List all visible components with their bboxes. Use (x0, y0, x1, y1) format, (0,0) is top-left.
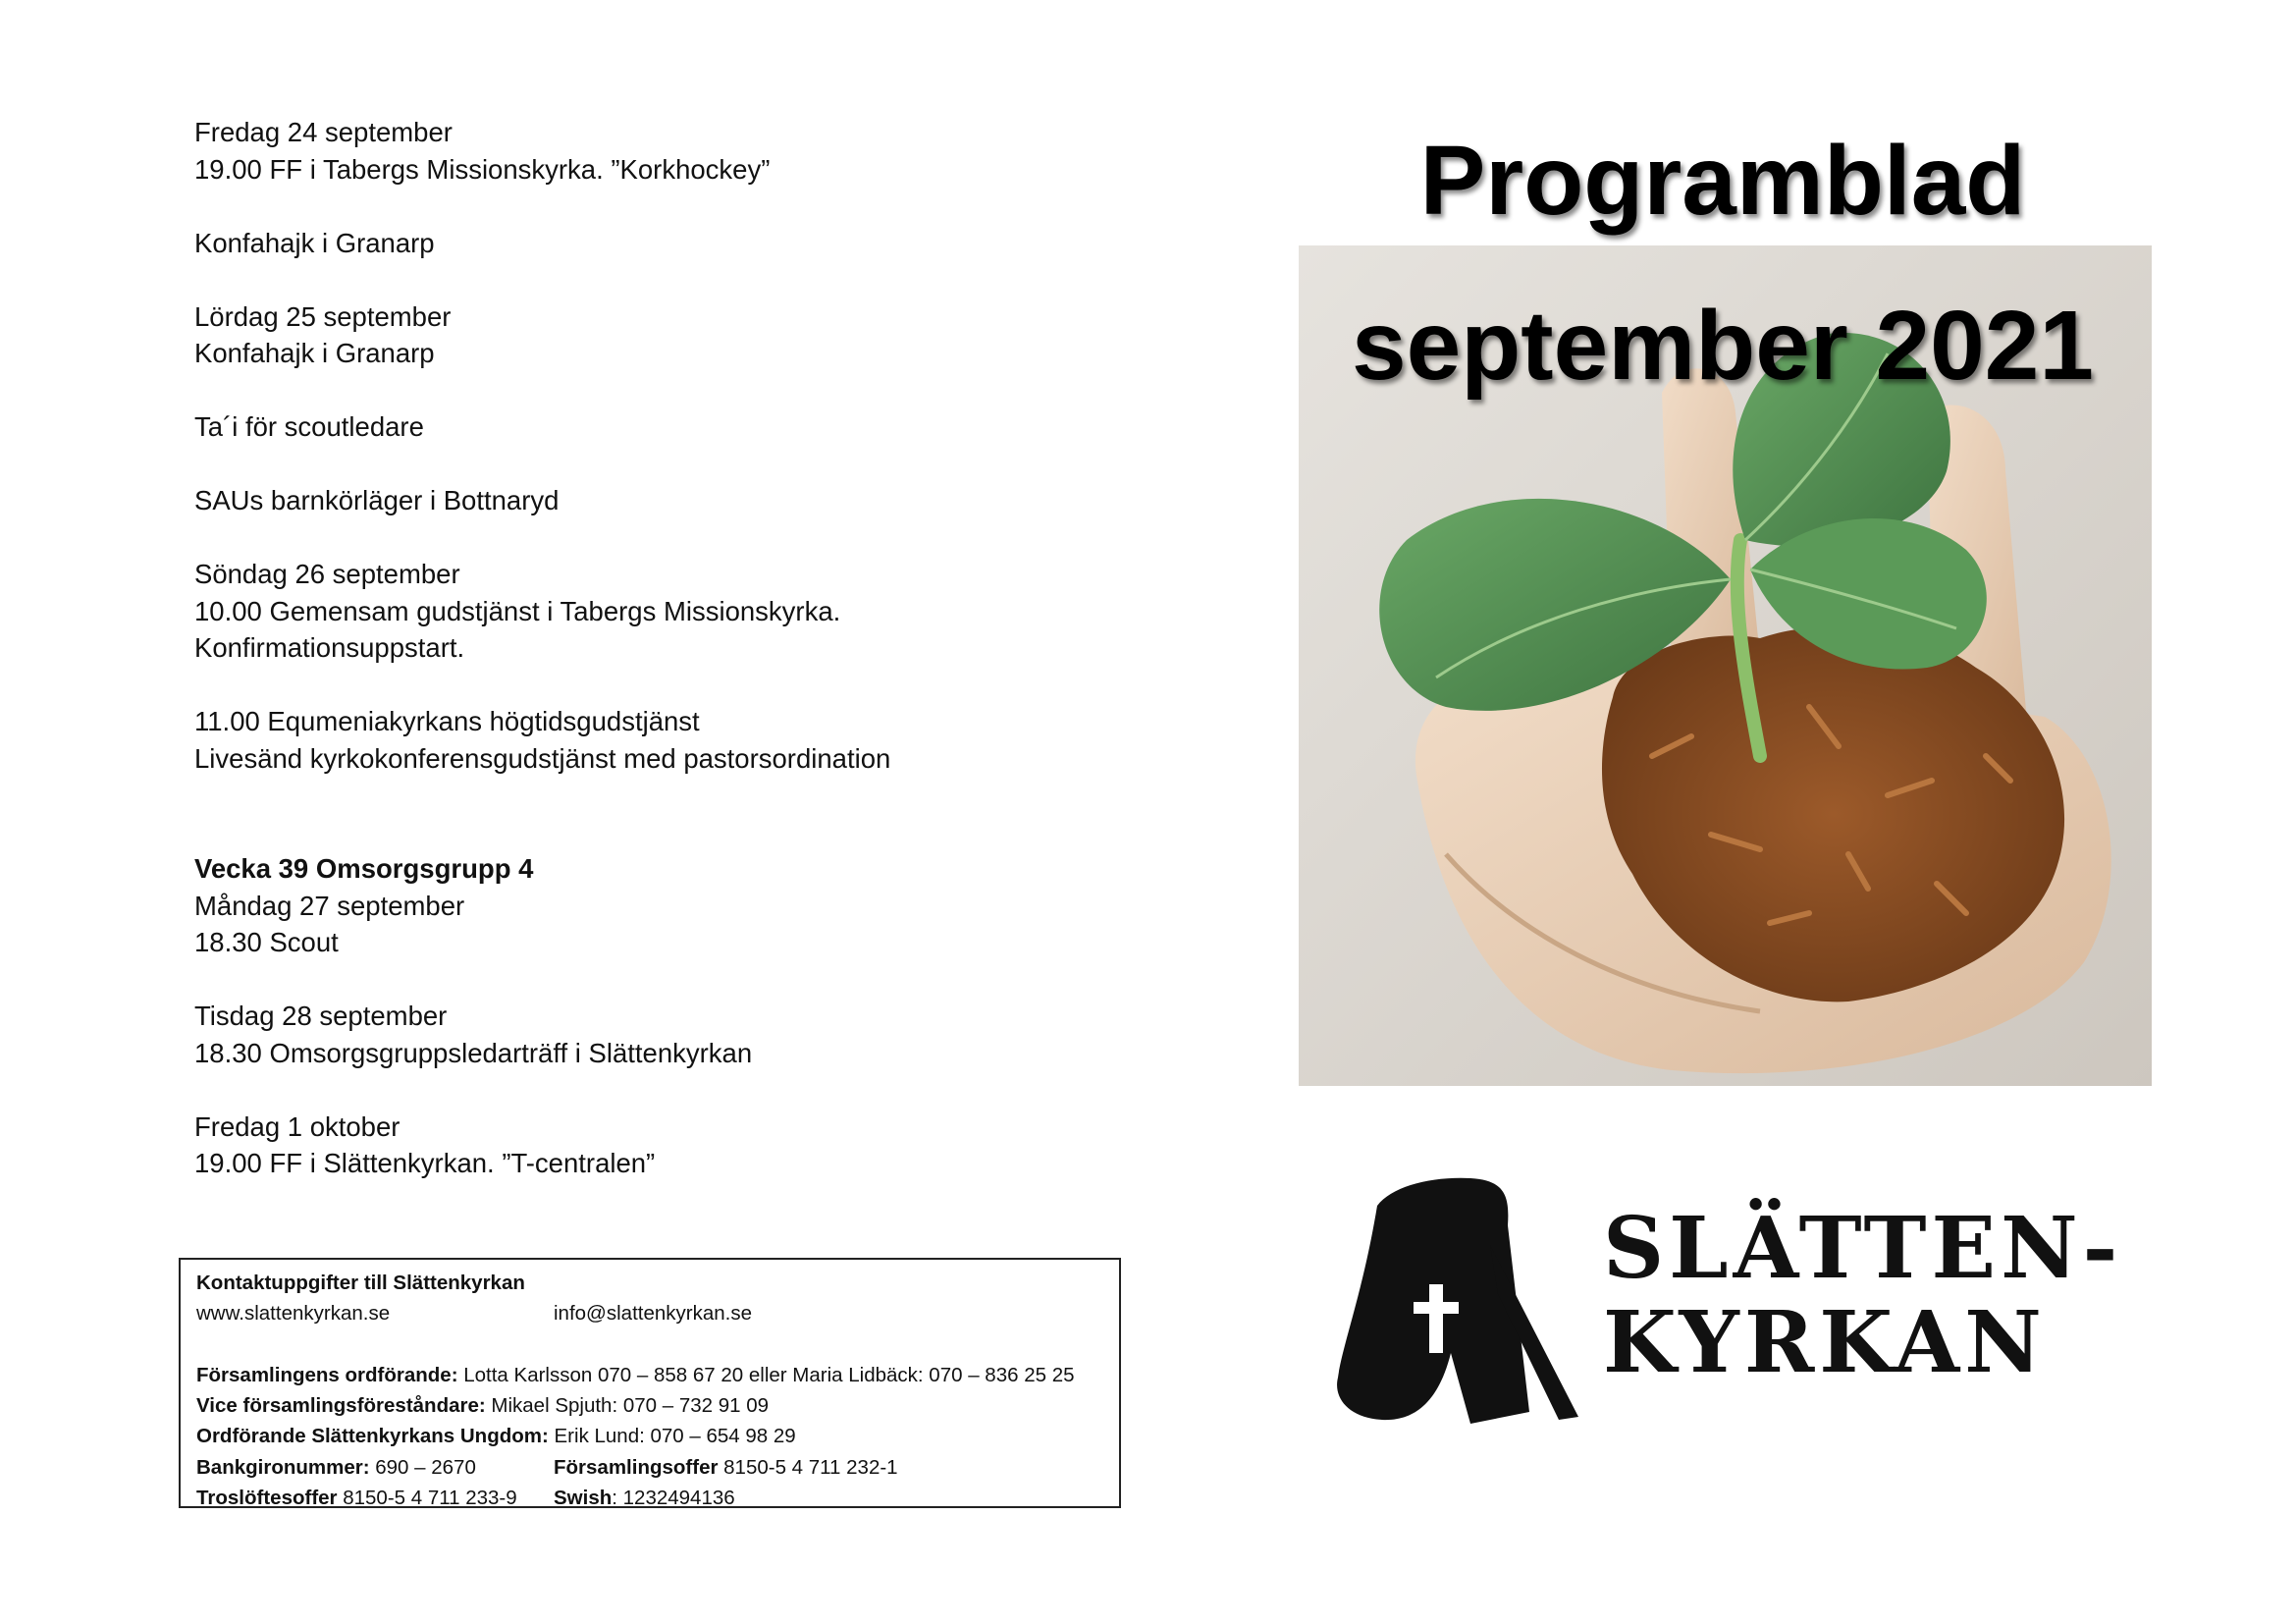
website-link[interactable]: www.slattenkyrkan.se (196, 1302, 391, 1326)
contact-bank-row (196, 1452, 1105, 1483)
chair-label: Församlingens ordförande: (196, 1363, 458, 1386)
schedule-line: Måndag 27 september (194, 890, 465, 921)
schedule-line: Fredag 1 oktober (194, 1110, 400, 1142)
contact-pledge-row (196, 1483, 1105, 1513)
church-logo (1323, 1166, 2140, 1432)
chair-value: Lotta Karlsson 070 – 858 67 20 eller Maria Lidbäck: 070 – 836 25 25 (457, 1363, 1075, 1386)
schedule-group (194, 298, 1176, 372)
schedule-list (194, 114, 1176, 1218)
contact-web-row (196, 1298, 1105, 1328)
schedule-group (194, 408, 1176, 446)
email-link[interactable]: info@slattenkyrkan.se (554, 1302, 752, 1326)
schedule-group (194, 703, 1176, 777)
schedule-line: Söndag 26 september (194, 559, 460, 589)
contact-box (179, 1258, 1121, 1508)
schedule-line: Konfahajk i Granarp (194, 338, 435, 368)
church-logo-icon (1323, 1166, 1588, 1432)
logo-line-2: KYRKAN (1603, 1293, 2047, 1392)
schedule-group (194, 850, 1176, 961)
logo-line-1: SLÄTTEN- (1603, 1199, 2123, 1298)
swish-field (554, 1483, 735, 1513)
schedule-line: Konfahajk i Granarp (194, 227, 435, 258)
vice-value: Mikael Spjuth: 070 – 732 91 09 (485, 1394, 770, 1418)
page-title (1207, 98, 2238, 428)
schedule-group (194, 1109, 1176, 1182)
schedule-group (194, 114, 1176, 188)
offering-label: Församlingsoffer (554, 1455, 719, 1479)
title-line-1: Programblad (1419, 126, 2026, 236)
schedule-group (194, 482, 1176, 519)
schedule-line: Konfirmationsuppstart. (194, 632, 465, 663)
schedule-group (194, 225, 1176, 262)
bankgiro-value: 690 – 2670 (369, 1455, 476, 1479)
pledge-value: 8150-5 4 711 233-9 (337, 1487, 517, 1510)
schedule-line: Fredag 24 september (194, 117, 453, 147)
contact-youth-row (196, 1421, 1105, 1451)
schedule-line: 18.30 Scout (194, 927, 339, 957)
schedule-line: 11.00 Equmeniakyrkans högtidsgudstjänst (194, 706, 700, 736)
contact-heading: Kontaktuppgifter till Slättenkyrkan (196, 1272, 525, 1294)
contact-heading-row (196, 1268, 1105, 1298)
schedule-line: 19.00 FF i Slättenkyrkan. ”T-centralen” (194, 1148, 656, 1178)
schedule-line: 10.00 Gemensam gudstjänst i Tabergs Missionskyrka. (194, 595, 841, 626)
pledge-label: Troslöftesoffer (196, 1487, 338, 1510)
schedule-line: 18.30 Omsorgsgruppsledarträff i Slättenkyrkan (194, 1037, 753, 1068)
offering-value: 8150-5 4 711 232-1 (718, 1455, 898, 1479)
logo-wordmark (1603, 1199, 2123, 1392)
offering-field (554, 1452, 898, 1483)
contact-chair-row (196, 1360, 1105, 1390)
bankgiro-label: Bankgironummer: (196, 1455, 370, 1479)
schedule-line: Livesänd kyrkokonferensgudstjänst med pastorsordination (194, 742, 891, 774)
swish-label: Swish (554, 1487, 613, 1510)
week-heading: Vecka 39 Omsorgsgrupp 4 (194, 853, 534, 884)
youth-label: Ordförande Slättenkyrkans Ungdom: (196, 1425, 549, 1448)
vice-label: Vice församlingsföreståndare: (196, 1394, 486, 1418)
schedule-line: Ta´i för scoutledare (194, 411, 424, 442)
schedule-line: Lördag 25 september (194, 300, 452, 332)
schedule-line: 19.00 FF i Tabergs Missionskyrka. ”Korkhockey” (194, 153, 771, 185)
contact-vice-row (196, 1390, 1105, 1421)
schedule-group (194, 998, 1176, 1071)
contact-spacer (196, 1329, 1105, 1360)
youth-value: Erik Lund: 070 – 654 98 29 (548, 1425, 796, 1448)
schedule-line: Tisdag 28 september (194, 1001, 448, 1031)
title-line-2: september 2021 (1351, 291, 2094, 401)
schedule-group (194, 556, 1176, 667)
swish-value: : 1232494136 (612, 1487, 735, 1510)
schedule-line: SAUs barnkörläger i Bottnaryd (194, 485, 560, 515)
